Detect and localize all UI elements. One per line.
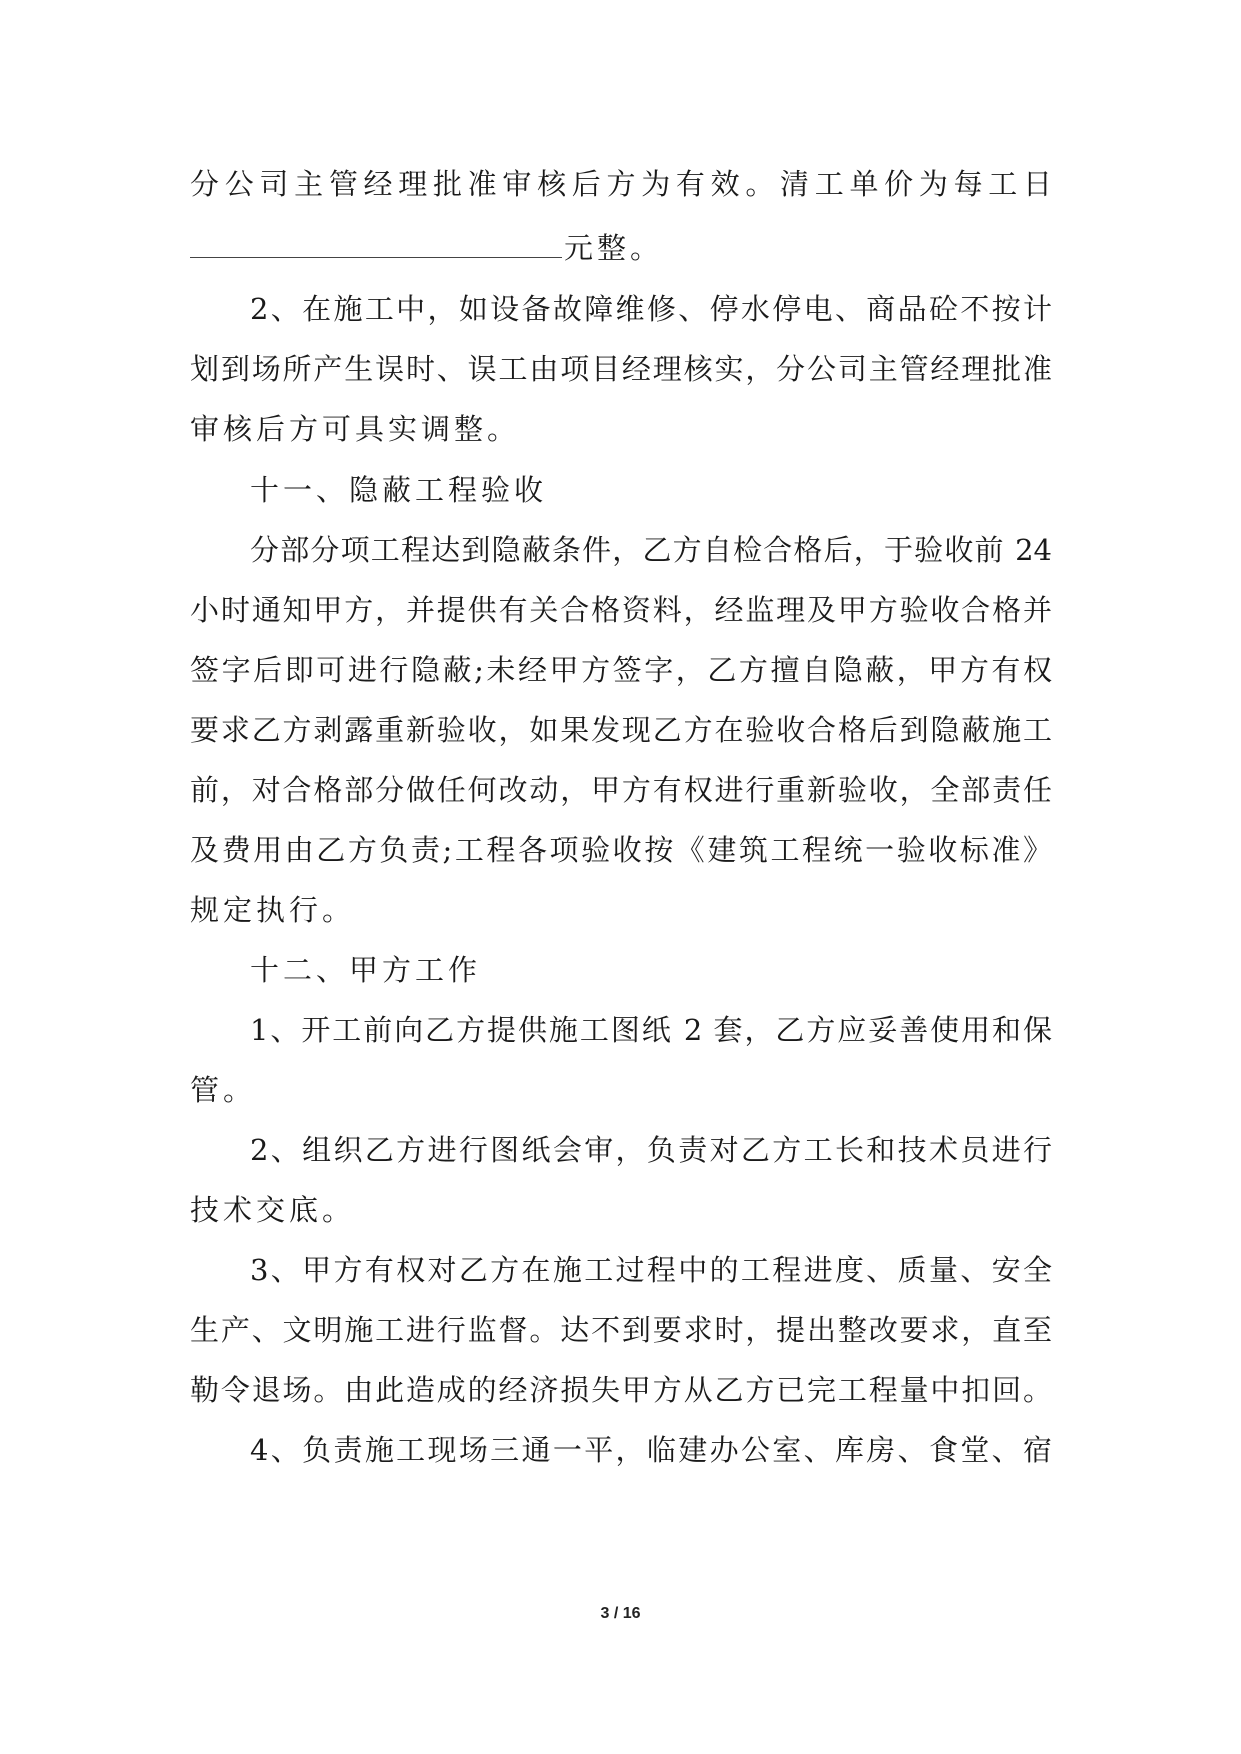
paragraph-line: 分公司主管经理批准审核后方为有效。清工单价为每工日 xyxy=(190,167,1052,201)
paragraph-line: 4、负责施工现场三通一平，临建办公室、库房、食堂、宿 xyxy=(250,1433,1052,1467)
paragraph-line: 审核后方可具实调整。 xyxy=(190,412,521,446)
page-number: 3 / 16 xyxy=(600,1605,641,1622)
paragraph-line-with-blank xyxy=(190,228,1052,268)
paragraph-line: 生产、文明施工进行监督。达不到要求时，提出整改要求，直至 xyxy=(190,1313,1052,1347)
fill-in-blank xyxy=(190,229,562,258)
paragraph-line: 分部分项工程达到隐蔽条件，乙方自检合格后，于验收前 24 xyxy=(250,533,1052,567)
paragraph-line: 3、甲方有权对乙方在施工过程中的工程进度、质量、安全 xyxy=(250,1253,1052,1287)
paragraph-line: 2、在施工中，如设备故障维修、停水停电、商品砼不按计 xyxy=(250,292,1052,326)
paragraph-line: 要求乙方剥露重新验收，如果发现乙方在验收合格后到隐蔽施工 xyxy=(190,713,1052,747)
paragraph-line: 管。 xyxy=(190,1073,257,1107)
paragraph-line: 签字后即可进行隐蔽;未经甲方签字，乙方擅自隐蔽，甲方有权 xyxy=(190,653,1052,687)
paragraph-line: 勒令退场。由此造成的经济损失甲方从乙方已完工程量中扣回。 xyxy=(190,1373,1052,1407)
section-heading: 十一、隐蔽工程验收 xyxy=(250,473,548,507)
paragraph-line: 2、组织乙方进行图纸会审，负责对乙方工长和技术员进行 xyxy=(250,1133,1052,1167)
section-heading: 十二、甲方工作 xyxy=(250,953,482,987)
paragraph-line: 及费用由乙方负责;工程各项验收按《建筑工程统一验收标准》 xyxy=(190,833,1052,867)
blank-suffix-text: 元整。 xyxy=(564,231,664,265)
paragraph-line: 技术交底。 xyxy=(190,1193,356,1227)
paragraph-line: 规定执行。 xyxy=(190,893,356,927)
paragraph-line: 划到场所产生误时、误工由项目经理核实，分公司主管经理批准 xyxy=(190,352,1052,386)
paragraph-line: 小时通知甲方，并提供有关合格资料，经监理及甲方验收合格并 xyxy=(190,593,1052,627)
paragraph-line: 前，对合格部分做任何改动，甲方有权进行重新验收，全部责任 xyxy=(190,773,1052,807)
paragraph-line: 1、开工前向乙方提供施工图纸 2 套，乙方应妥善使用和保 xyxy=(250,1013,1052,1047)
